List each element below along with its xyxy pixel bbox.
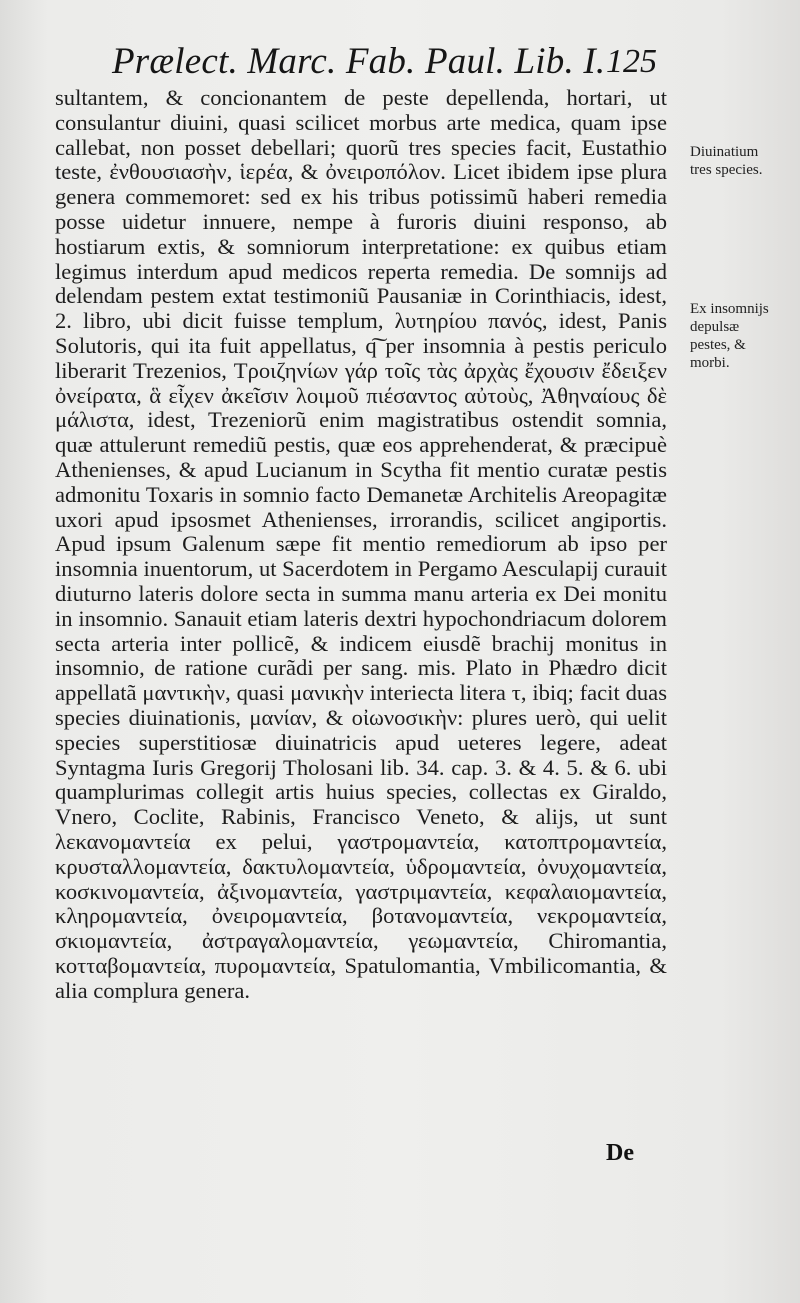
running-head-title: Prælect. Marc. Fab. Paul. Lib. I. [112, 41, 606, 82]
running-head [112, 34, 672, 90]
margin-note-insomnia: Ex insomnijs depulsæ pestes, & morbi. [690, 301, 769, 371]
catchword: De [606, 1140, 634, 1166]
margin-note-diuination-species: Diuinatium tres species. [690, 144, 763, 178]
body-paragraph: sultantem, & concionantem de peste depellenda, hortari, ut consulantur diuini, quasi scilicet morbus arte medica, quam ipse callebat, non posset debellari; quorũ tres species facit, Eustathio teste, ἐνθουσιασὴν, ἱερέα, & ὀνειροπόλον. Licet ibidem ipse plura genera commemoret: sed ex his tribus potissimũ haberi remedia posse uidetur innuere, nempe à furoris diuini responso, ab hostiarum extis, & somniorum interpretatione: ex quibus etiam legimus interdum apud medicos reperta remedia. De somnijs ad delendam pestem extat testimoniũ Pausaniæ in Corinthiacis, idest, 2. libro, ubi dicit fuisse templum, λυτηρίου πανός, idest, Panis Solutoris, qui ita fuit appellatus, q͠ per insomnia à pestis periculo liberarit Trezenios, Τροιζηνίων γάρ τοῖς τὰς ἀρχὰς ἔχουσιν ἔδειξεν ὀνείρατα, ἃ εἶχεν ἀκεῖσιν λοιμοῦ πιέσαντος αὐτοὺς, Ἀθηναίους δὲ μάλιστα, idest, Trezeniorũ enim magistratibus ostendit somnia, quæ attulerunt remediũ pestis, quæ eos apprehenderat, & præcipuè Athenienses, & apud Lucianum in Scytha fit mentio curatæ pestis admonitu Toxaris in somnio facto Demanetæ Architelis Areopagitæ uxori apud ipsosmet Athenienses, irrorandis, scilicet angiportis. Apud ipsum Galenum sæpe fit mentio remediorum ab ipso per insomnia inuentorum, ut Sacerdotem in Pergamo Aesculapij curauit diuturno lateris dolore secta in summa manu arteria ex Dei monitu in insomnio. Sanauit etiam lateris dextri hypochondriacum dolorem secta arteria inter pollicẽ, & indicem eiusdẽ brachij monitus in insomnio, de ratione curãdi per sang. mis. Plato in Phædro dicit appellatã μαντικὴν, quasi μανικὴν interiecta litera τ, ibiq; facit duas species diuinationis, μανίαν, & οἰωνοσικὴν: plures uerò, qui uelit species superstitiosæ diuinatricis apud ueteres legere, adeat Syntagma Iuris Gregorij Tholosani lib. 34. cap. 3. & 4. 5. & 6. ubi quamplurimas collegit artis huius species, collectas ex Giraldo, Vnero, Coclite, Rabinis, Francisco Veneto, & alijs, ut sunt λεκανομαντεία ex pelui, γαστρομαντεία, κατοπτρομαντεία, κρυσταλλομαντεία, δακτυλομαντεία, ὑδρομαντεία, ὀνυχομαντεία, κοσκινομαντεία, ἀξινομαντεία, γαστριμαντεία, κεφαλαιομαντεία, κληρομαντεία, ὀνειρομαντεία, βοτανομαντεία, νεκρομαντεία, σκιομαντεία, ἀστραγαλομαντεία, γεωμαντεία, Chiromantia, κοτταβομαντεία, πυρομαντεία, Spatulomantia, Vmbilicomantia, & alia complura genera. [55, 85, 667, 1003]
main-text [55, 86, 667, 1003]
page-number: 125 [606, 43, 657, 80]
